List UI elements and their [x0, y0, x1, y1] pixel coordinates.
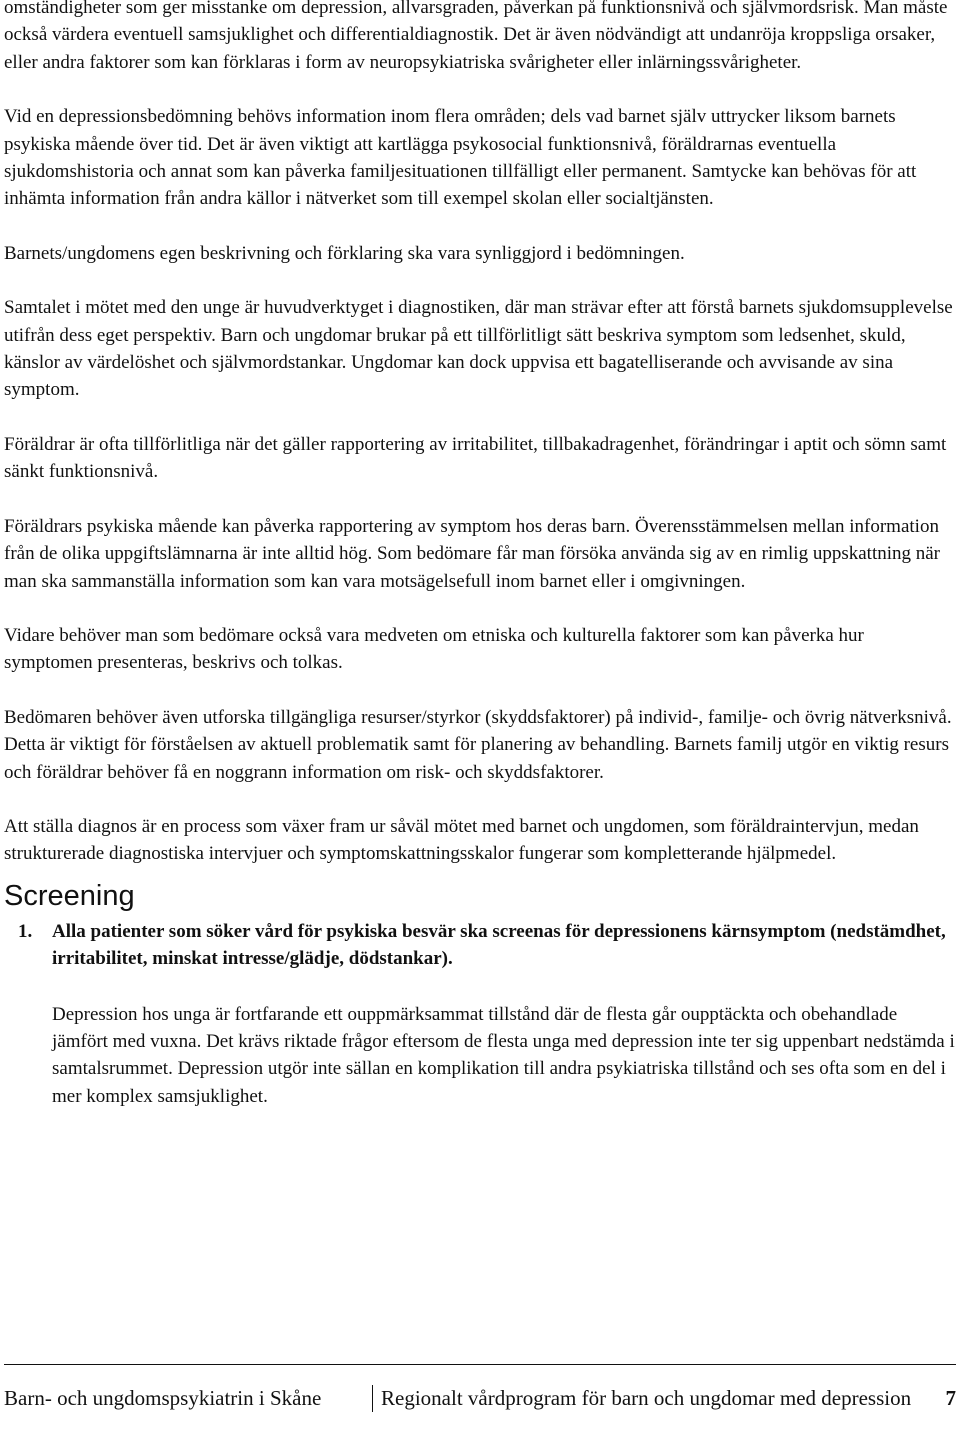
- page-footer: [4, 1364, 956, 1412]
- footer-document-title: Regionalt vårdprogram för barn och ungdomar med depression: [381, 1386, 912, 1410]
- paragraph-screening-body: Depression hos unga är fortfarande ett ouppmärksammat tillstånd där de flesta går oupptäckta och obehandlade jämfört med vuxna. Det krävs riktade frågor eftersom de flesta unga med depression inte ter sig uppenbart nedstämda i samtalsrummet. Depression utgör inte sällan en komplikation till andra psykiatriska tillstånd och ses ofta som en del i mer komplex samsjuklighet.: [52, 1003, 955, 1107]
- footer-divider: [372, 1385, 373, 1412]
- paragraph-information-areas: Vid en depressionsbedömning behövs information inom flera områden; dels vad barnet själv uttrycker liksom barnets psykiska mående över tid. Det är även viktigt att kartlägga psykosocial funktionsnivå, föräldrarnas eventuella sjukdomshistoria och annat som kan påverka familjesituationen tillfälligt eller permanent. Samtycke kan behövas för att inhämta information från andra källor i nätverket som till exempel skolan eller socialtjänsten.: [4, 106, 917, 210]
- paragraph-diagnosis-process: Att ställa diagnos är en process som växer fram ur såväl mötet med barnet och ungdomen, som föräldraintervjun, medan strukturerade diagnostiska intervjuer och symptomskattningsskalor fungerar som kompletterande hjälpmedel.: [4, 815, 919, 865]
- recommendation-item: [4, 918, 956, 973]
- recommendation-number: 1.: [18, 920, 33, 942]
- section-heading: Screening: [4, 879, 135, 912]
- paragraph-parents-wellbeing: Föräldrars psykiska mående kan påverka rapportering av symptom hos deras barn. Överensstämmelsen mellan information från de olika uppgiftslämnarna är inte alltid hög. Som bedömare får man försöka använda sig av en rimlig uppskattning när man ska sammanställa information som kan vara motsägelsefull inom barnet eller i omgivningen.: [4, 515, 941, 592]
- footer-organization: Barn- och ungdomspsykiatrin i Skåne: [4, 1386, 322, 1410]
- document-page: [4, 0, 956, 1110]
- recommendation-text: Alla patienter som söker vård för psykiska besvär ska screenas för depressionens kärnsymptom (nedstämdhet, irritabilitet, minskat intresse/glädje, dödstankar).: [52, 920, 946, 970]
- paragraph-cultural-factors: Vidare behöver man som bedömare också vara medveten om etniska och kulturella faktorer som kan påverka hur symptomen presenteras, beskrivs och tolkas.: [4, 624, 864, 674]
- paragraph-parents-reliable: Föräldrar är ofta tillförlitliga när det gäller rapportering av irritabilitet, tillbakadragenhet, förändringar i aptit och sömn samt sänkt funktionsnivå.: [4, 433, 947, 483]
- footer-page-number: 7: [945, 1386, 956, 1410]
- paragraph-resources: Bedömaren behöver även utforska tillgängliga resurser/styrkor (skyddsfaktorer) på individ-, familje- och övrig nätverksnivå. Detta är viktigt för förståelsen av aktuell problematik samt för planering av behandling. Barnets familj utgör en viktig resurs och föräldrar behöver få en noggrann information om risk- och skyddsfaktorer.: [4, 706, 952, 783]
- paragraph-conversation: Samtalet i mötet med den unge är huvudverktyget i diagnostiken, där man strävar efter att förstå barnets sjukdomsupplevelse utifrån dess eget perspektiv. Barn och ungdomar brukar på ett tillförlitligt sätt beskriva symptom som ledsenhet, skuld, känslor av värdelöshet och självmordstankar. Ungdomar kan dock uppvisa ett bagatelliserande och avvisande av sina symptom.: [4, 297, 953, 401]
- paragraph-child-description: Barnets/ungdomens egen beskrivning och förklaring ska vara synliggjord i bedömningen.: [4, 242, 685, 264]
- paragraph-intro: omständigheter som ger misstanke om depression, allvarsgraden, påverkan på funktionsnivå och självmordsrisk. Man måste också värdera eventuell samsjuklighet och differentialdiagnostik. Det är även nödvändigt att undanröja kroppsliga orsaker, eller andra faktorer som kan förklaras i form av neuropsykiatriska svårigheter eller inlärningssvårigheter.: [4, 0, 948, 73]
